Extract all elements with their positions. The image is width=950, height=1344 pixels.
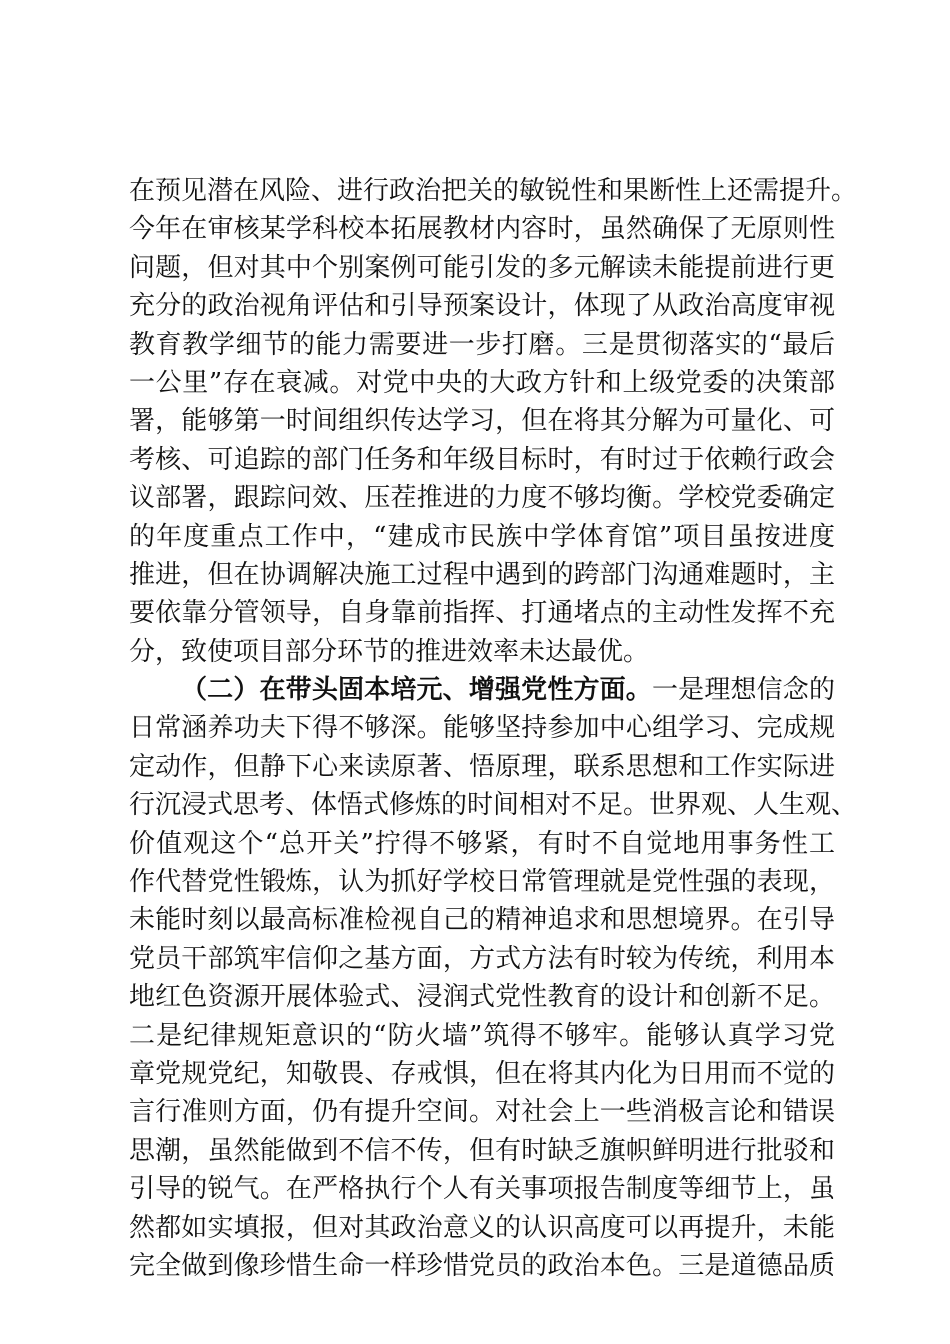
- text-line: 一公里”存在衰减。对党中央的大政方针和上级党委的决策部: [129, 367, 835, 398]
- document-body: [129, 172, 858, 1285]
- text-line: 章党规党纪，知敬畏、存戒惧，但在将其内化为日用而不觉的: [129, 1058, 835, 1089]
- text-line: 完全做到像珍惜生命一样珍惜党员的政治本色。三是道德品质: [129, 1250, 835, 1281]
- section-heading: （二）在带头固本培元、增强党性方面。: [181, 675, 652, 706]
- text-line: 在预见潜在风险、进行政治把关的敏锐性和果断性上还需提升。: [129, 176, 858, 206]
- text-line: 教育教学细节的能力需要进一步打磨。三是贯彻落实的“最后: [129, 329, 835, 360]
- text-line: 二是纪律规矩意识的“防火墙”筑得不够牢。能够认真学习党: [129, 1020, 835, 1051]
- text-line: 推进，但在协调解决施工过程中遇到的跨部门沟通难题时，主: [129, 559, 835, 590]
- text-line: 行沉浸式思考、体悟式修炼的时间相对不足。世界观、人生观、: [129, 790, 858, 821]
- section-heading-line: [129, 671, 835, 709]
- text-line: 今年在审核某学科校本拓展教材内容时，虽然确保了无原则性: [129, 214, 835, 245]
- text-line: 问题，但对其中个别案例可能引发的多元解读未能提前进行更: [129, 252, 835, 283]
- text-line: 价值观这个“总开关”拧得不够紧，有时不自觉地用事务性工: [129, 828, 835, 859]
- paragraph-2: [129, 671, 858, 1285]
- paragraph-1: [129, 172, 858, 671]
- text-line: 日常涵养功夫下得不够深。能够坚持参加中心组学习、完成规: [129, 713, 835, 744]
- text-line: 作代替党性锻炼，认为抓好学校日常管理就是党性强的表现，: [129, 867, 835, 898]
- text-line: 署，能够第一时间组织传达学习，但在将其分解为可量化、可: [129, 406, 835, 437]
- text-fragment: 一是理想信念的: [651, 675, 835, 706]
- text-line: 考核、可追踪的部门任务和年级目标时，有时过于依赖行政会: [129, 444, 835, 475]
- text-line: 地红色资源开展体验式、浸润式党性教育的设计和创新不足。: [129, 982, 835, 1013]
- text-line: 党员干部筑牢信仰之基方面，方式方法有时较为传统，利用本: [129, 943, 835, 974]
- text-line: 引导的锐气。在严格执行个人有关事项报告制度等细节上，虽: [129, 1174, 835, 1205]
- text-line: 未能时刻以最高标准检视自己的精神追求和思想境界。在引导: [129, 905, 835, 936]
- text-line: 言行准则方面，仍有提升空间。对社会上一些消极言论和错误: [129, 1097, 835, 1128]
- text-line: 思潮，虽然能做到不信不传，但有时缺乏旗帜鲜明进行批驳和: [129, 1135, 835, 1166]
- text-line: 的年度重点工作中，“建成市民族中学体育馆”项目虽按进度: [129, 521, 835, 552]
- text-line: 定动作，但静下心来读原著、悟原理，联系思想和工作实际进: [129, 751, 835, 782]
- text-line: 充分的政治视角评估和引导预案设计，体现了从政治高度审视: [129, 291, 835, 322]
- text-line: 议部署，跟踪问效、压茬推进的力度不够均衡。学校党委确定: [129, 483, 835, 514]
- text-line: 然都如实填报，但对其政治意义的认识高度可以再提升，未能: [129, 1212, 835, 1243]
- text-line: 要依靠分管领导，自身靠前指挥、打通堵点的主动性发挥不充: [129, 598, 835, 629]
- text-line: 分，致使项目部分环节的推进效率未达最优。: [129, 636, 650, 667]
